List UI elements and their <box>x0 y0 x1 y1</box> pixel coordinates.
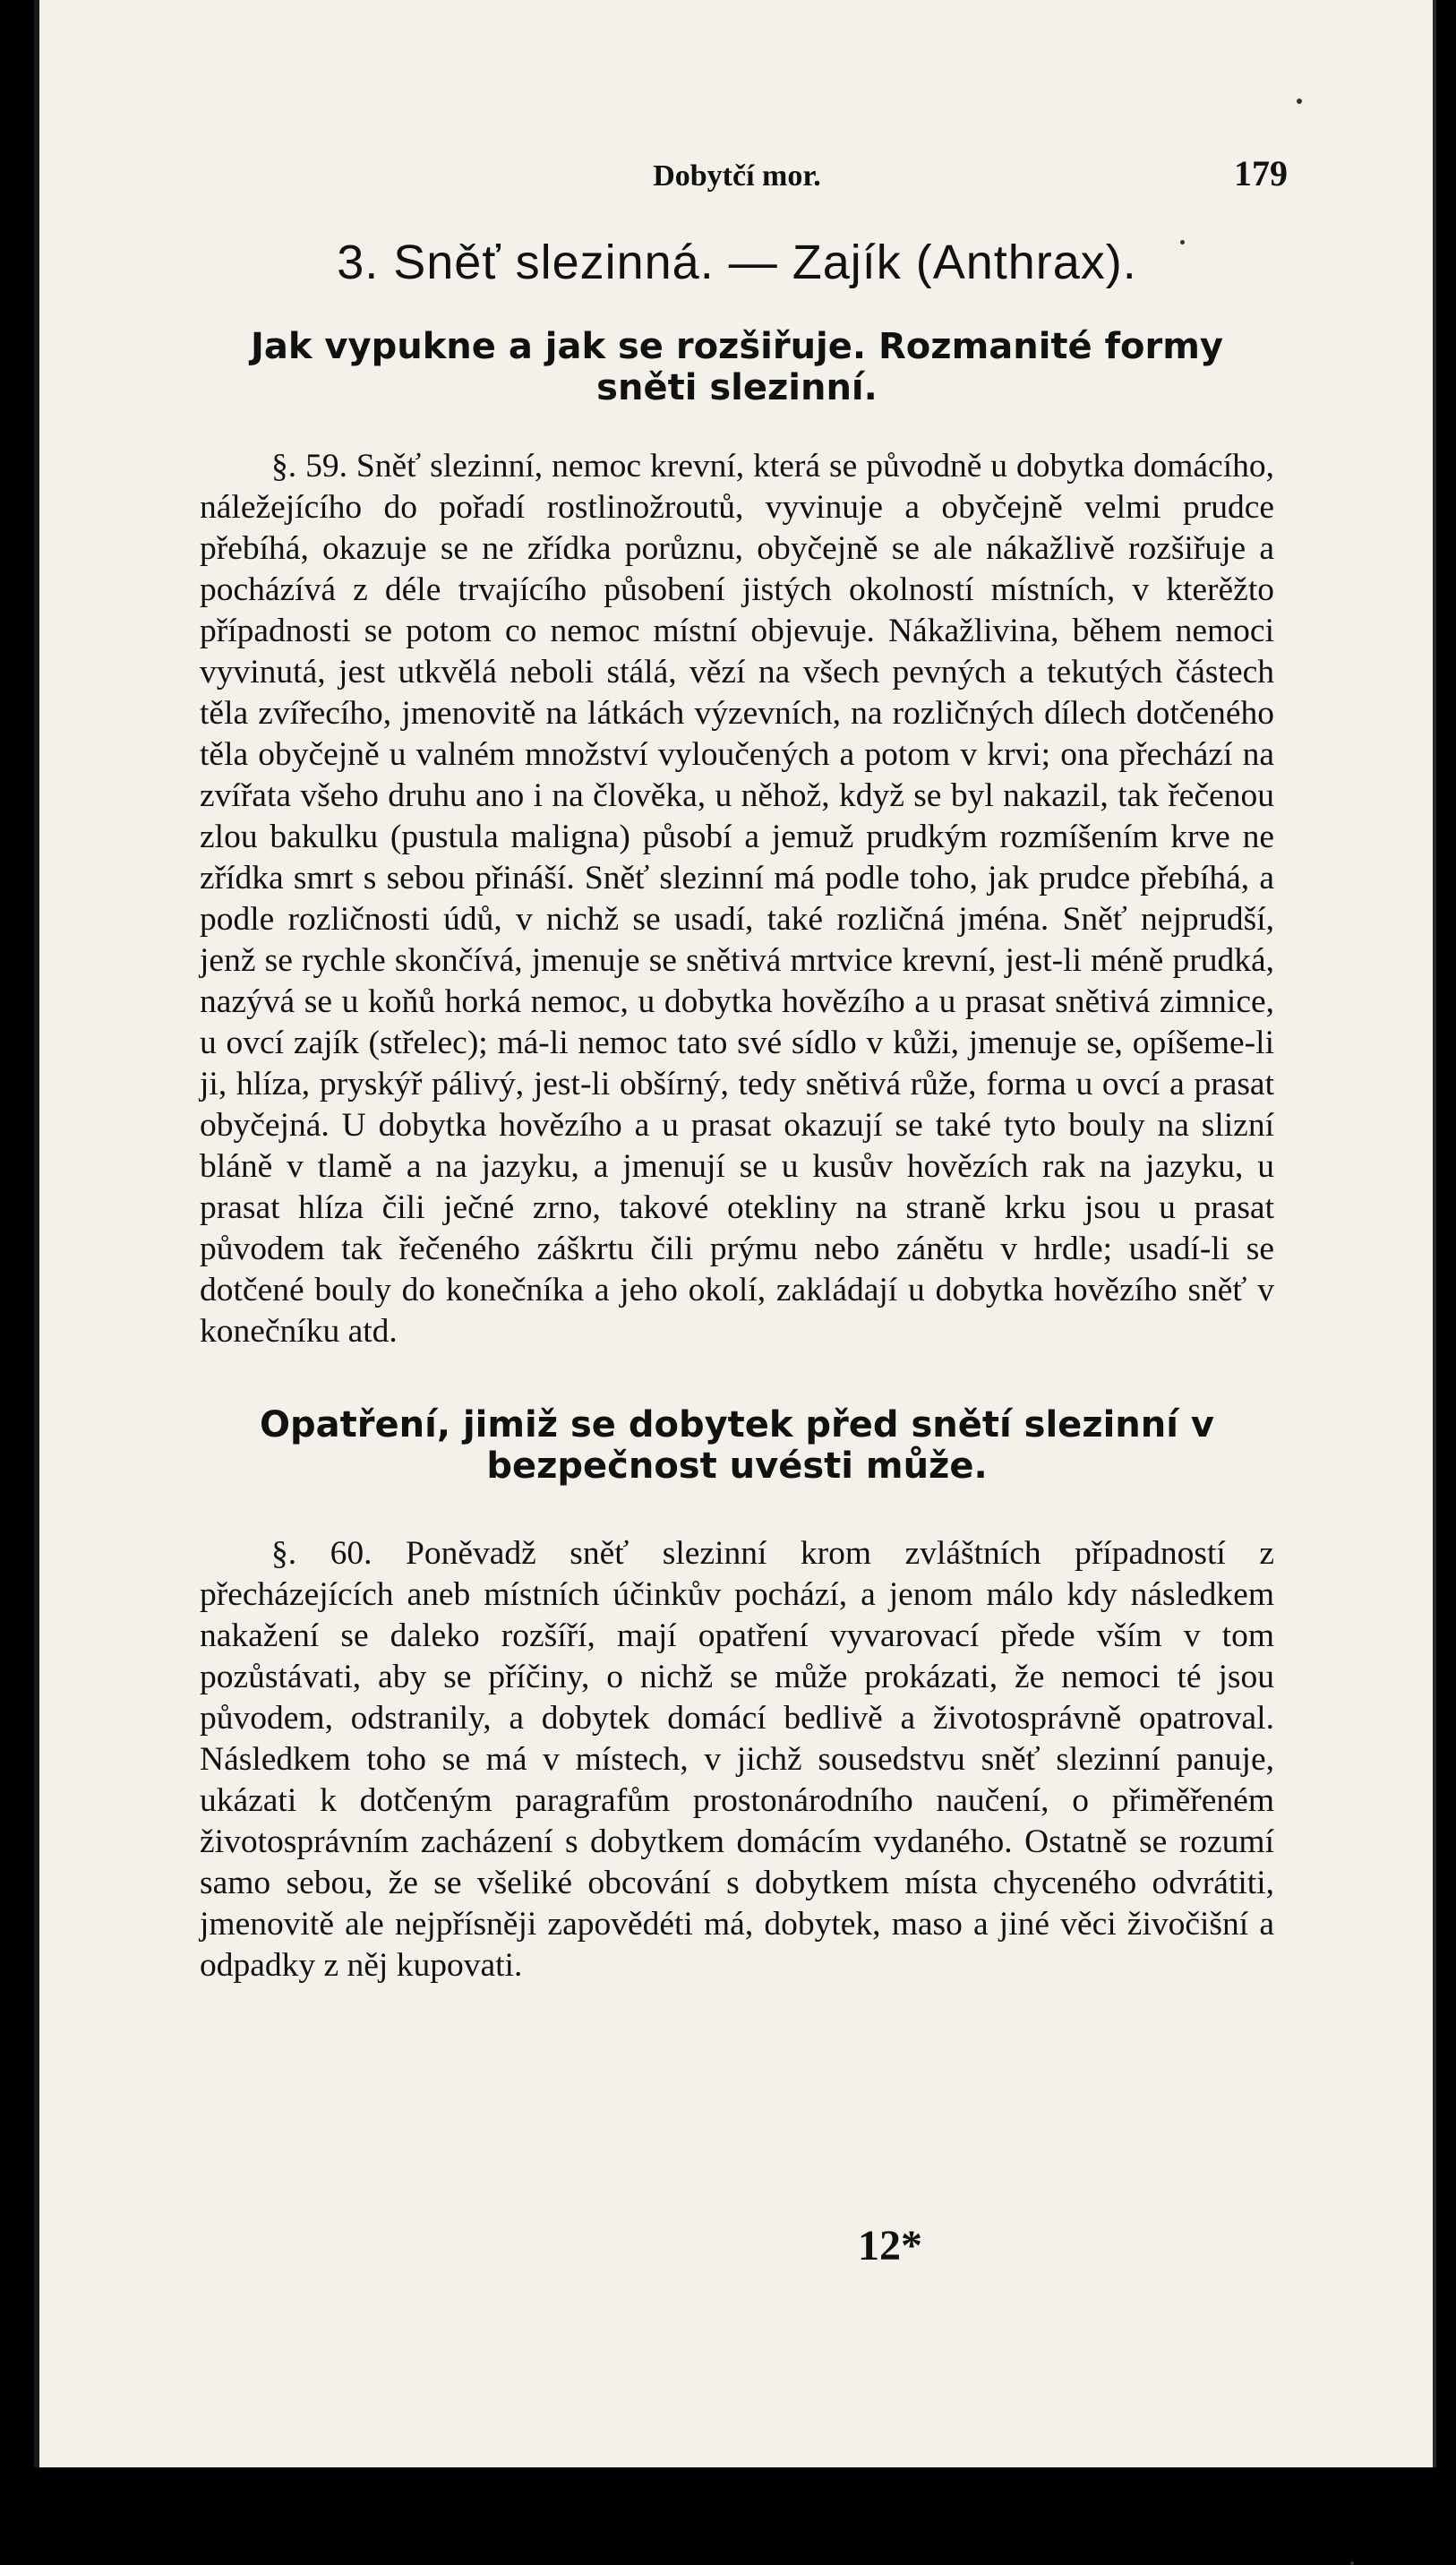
signature-mark: 12* <box>858 2222 922 2269</box>
speck <box>1350 2561 1354 2565</box>
section-heading-1: Jak vypukne a jak se rozšiřuje. Rozmanité formy sněti slezinní. <box>251 326 1223 408</box>
running-head-title: Dobytčí mor. <box>653 159 821 193</box>
running-header <box>200 152 1288 206</box>
paragraph-59: §. 59. Sněť slezinní, nemoc krevní, která se původně u dobytka domácího, náležejícího do pořadí rostlinožroutů, vyvinuje a obyčejně velmi prudce přebíhá, okazuje se ne zřídka porůznu, obyčejně se ale nákažlivě rozšiřuje a pocházívá z déle trvajícího působení jistých okolností místních, v kterěžto případnosti se potom co nemoc místní objevuje. Nákažlivina, během nemoci vyvinutá, jest utkvělá neboli stálá, vězí na všech pevných a tekutých částech těla zvířecího, jmenovitě na látkách výzevních, na rozličných dílech dotčeného těla obyčejně u valném množství vyloučených a potom v krvi; ona přechází na zvířata všeho druhu ano i na člověka, u něhož, když se byl nakazil, tak řečenou zlou bakulku (pustula maligna) působí a jemuž prudkým rozmíšením krve ne zřídka smrt s sebou přináší. Sněť slezinní má podle toho, jak prudce přebíhá, a podle rozličnosti údů, v nichž se usadí, také rozličná jména. Sněť nejprudší, jenž se rychle skončívá, jmenuje se snětivá mrtvice krevní, jest-li méně prudká, nazývá se u koňů horká nemoc, u dobytka hovězího a u prasat snětivá zimnice, u ovcí zajík (střelec); má-li nemoc tato své sídlo v kůži, jmenuje se, opíšeme-li ji, hlíza, pryskýř pálivý, jest-li obšírný, tedy snětivá růže, forma u ovcí a prasat obyčejná. U dobytka hovězího a u prasat okazují se také tyto bouly na slizní bláně v tlamě a na jazyku, a jmenují se u kusův hovězích rak na jazyku, u prasat hlíza čili ječné zrno, takové otekliny na straně krku jsou u prasat původem tak řečeného záškrtu čili prýmu nebo zánětu v hrdle; usadí-li se dotčené bouly do konečníka a jeho okolí, zakládají u dobytka hovězího sněť v konečníku atd. <box>200 448 1274 1350</box>
book-page <box>34 0 1436 2467</box>
page-number: 179 <box>1234 153 1288 193</box>
paragraph-60: §. 60. Poněvadž sněť slezinní krom zvláštních případností z přecházejících aneb místních účinkův pochází, a jenom málo kdy následkem nakažení se daleko rozšíří, mají opatření vyvarovací přede vším v tom pozůstávati, aby se příčiny, o nichž se může prokázati, že nemoci té jsou původem, odstranily, a dobytek domácí bedlivě a životosprávně opatroval. Následkem toho se má v místech, v jichž sousedstvu sněť slezinní panuje, ukázati k dotčeným paragrafům prostonárodního naučení, o přiměřeném životosprávním zacházení s dobytkem domácím vydaného. Ostatně se rozumí samo sebou, že se všeliké obcování s dobytkem místa chyceného odvrátiti, jmenovitě ale nejpřísněji zapovědéti má, dobytek, maso a jiné věci živočišní a odpadky z něj kupovati. <box>200 1535 1274 1984</box>
chapter-title: 3. Sněť slezinná. — Zajík (Anthrax). <box>337 236 1137 289</box>
speck <box>1297 99 1302 104</box>
section-heading-2: Opatření, jimiž se dobytek před snětí slezinní v bezpečnost uvésti může. <box>260 1404 1214 1487</box>
page-content <box>200 152 1288 1986</box>
